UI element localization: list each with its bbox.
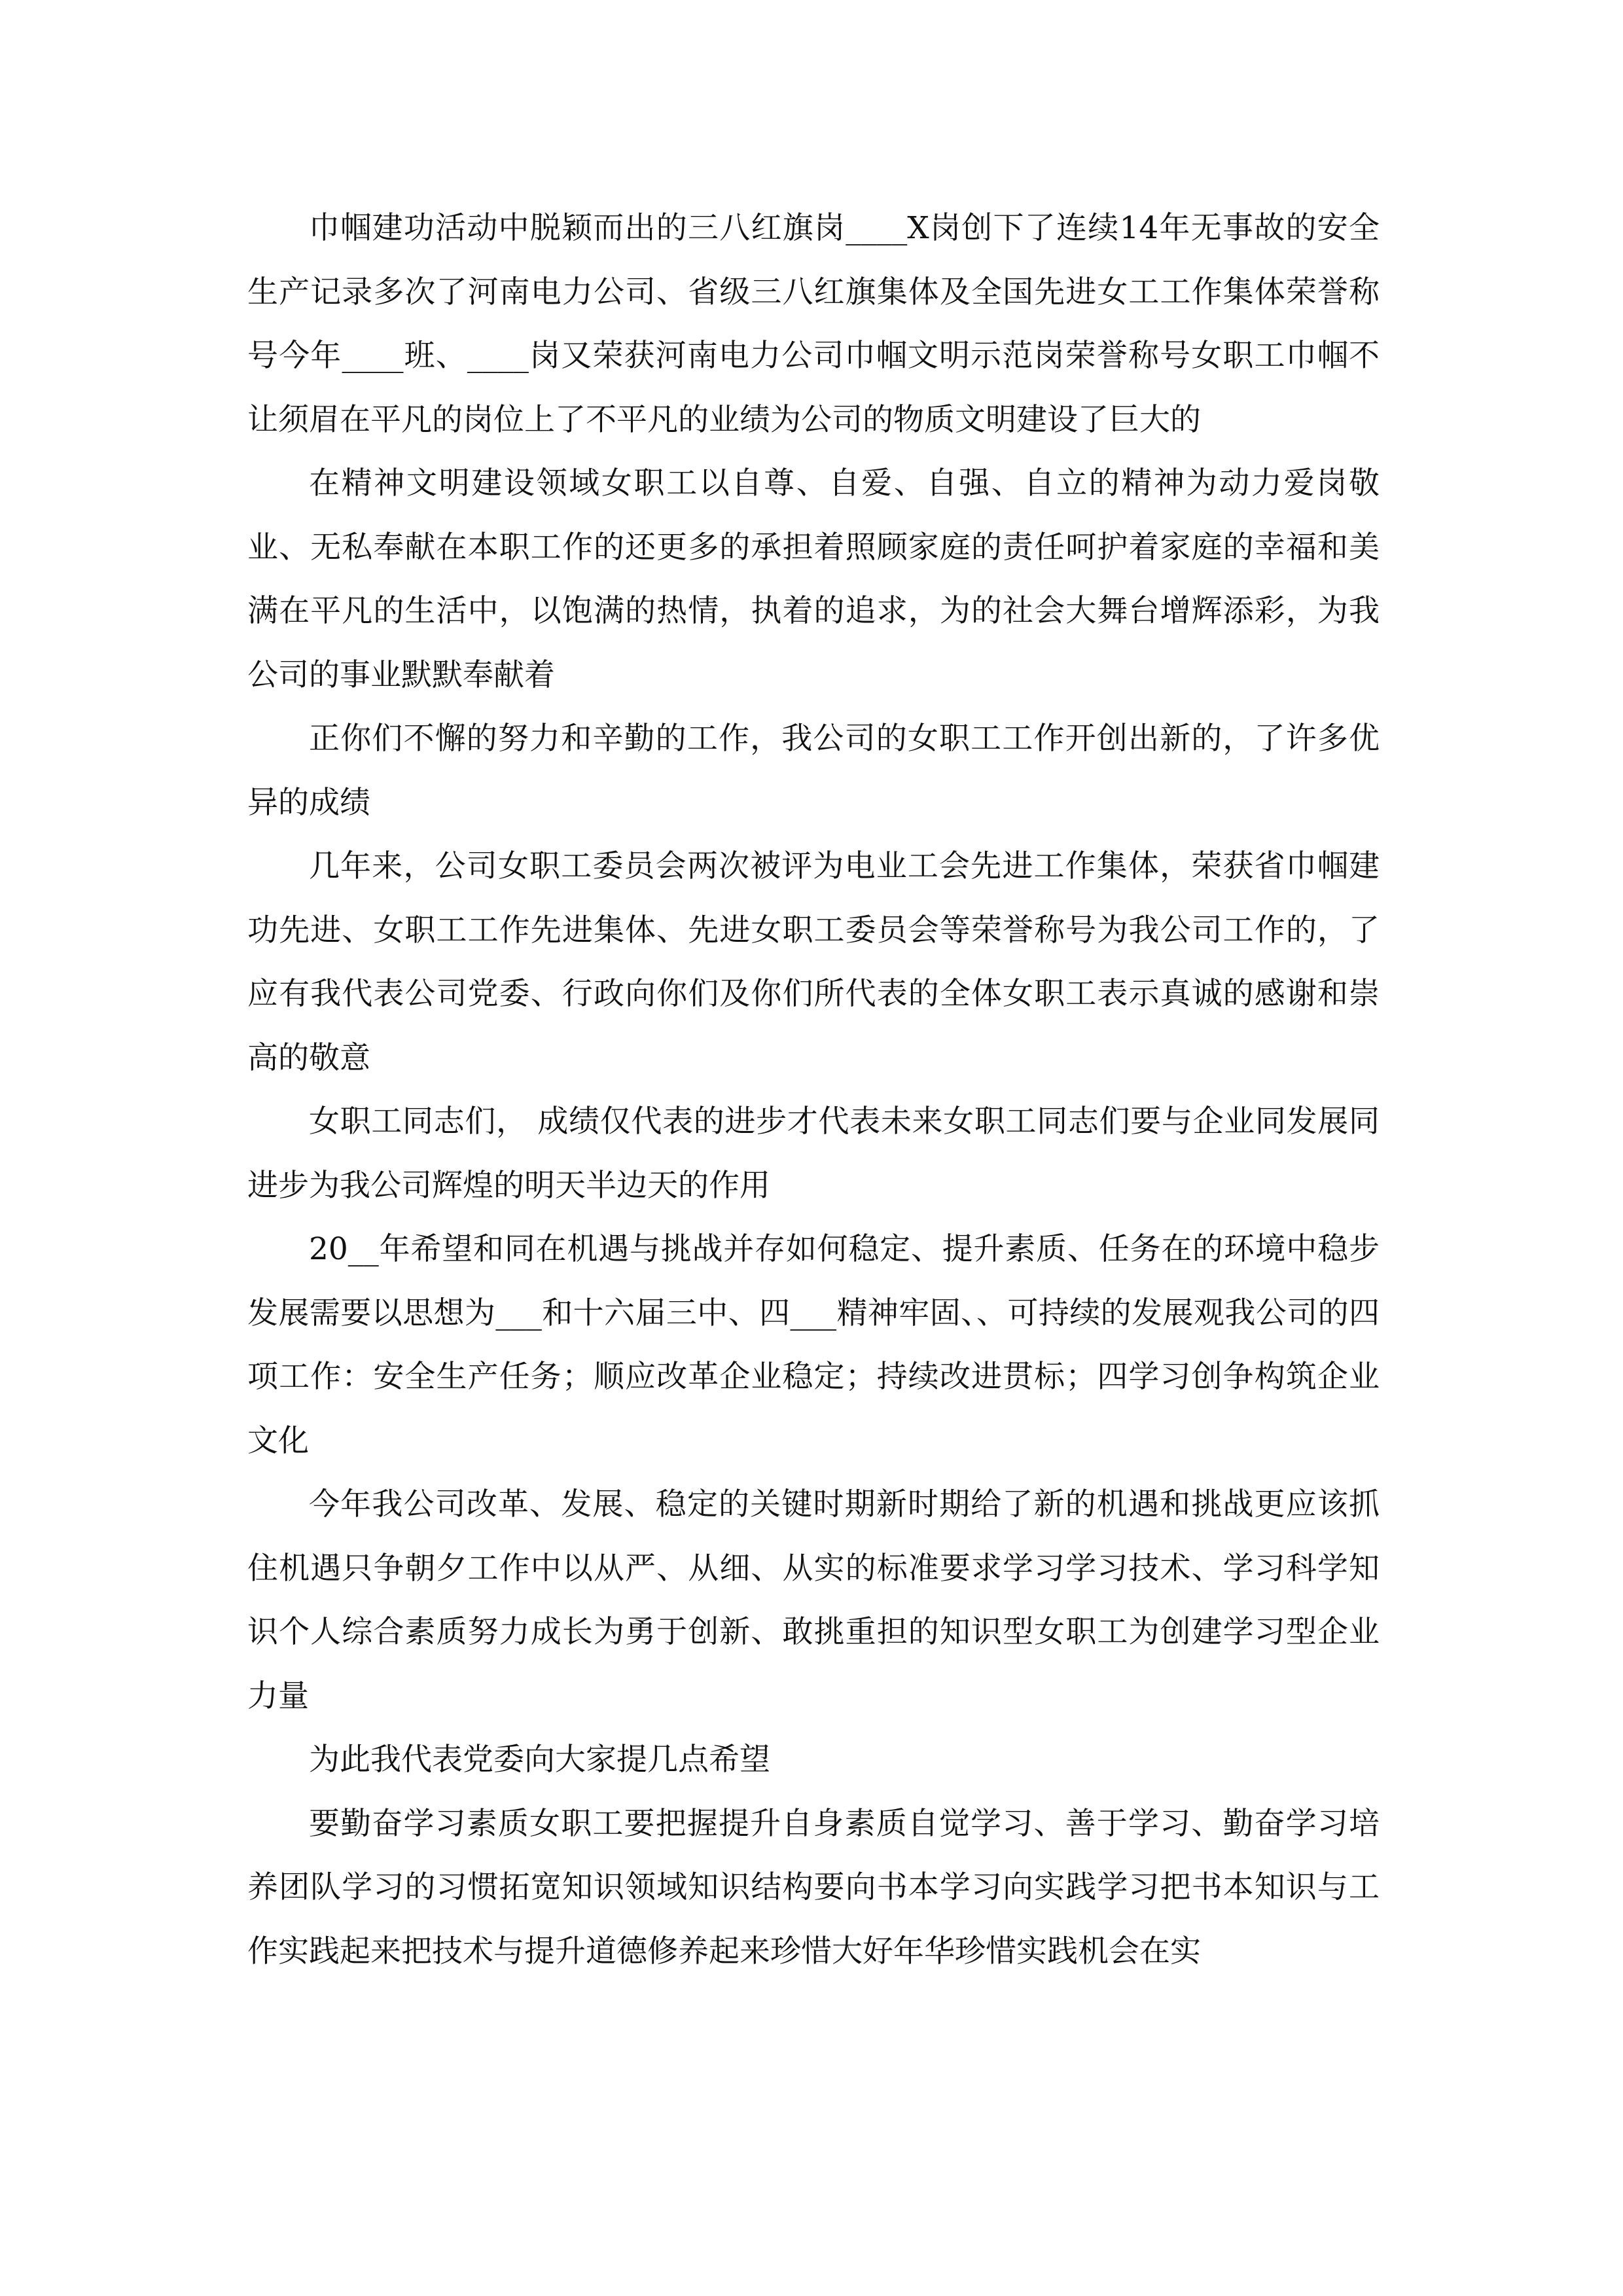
document-body [247, 196, 1380, 1983]
paragraph-2: 在精神文明建设领域女职工以自尊、自爱、自强、自立的精神为动力爱岗敬业、无私奉献在本职工作的还更多的承担着照顾家庭的责任呵护着家庭的幸福和美满在平凡的生活中，以饱满的热情，执着的追求，为的社会大舞台增辉添彩，为我公司的事业默默奉献着 [247, 465, 1380, 693]
paragraph-8: 为此我代表党委向大家提几点希望 [309, 1742, 770, 1778]
paragraph-6: 20__年希望和同在机遇与挑战并存如何稳定、提升素质、任务在的环境中稳步发展需要以思想为___和十六届三中、四___精神牢固、、可持续的发展观我公司的四项工作：安全生产任务；顺应改革企业稳定；持续改进贯标；四学习创争构筑企业文化 [247, 1231, 1380, 1459]
paragraph-4: 几年来，公司女职工委员会两次被评为电业工会先进工作集体，荣获省巾帼建功先进、女职工工作先进集体、先进女职工委员会等荣誉称号为我公司工作的，了应有我代表公司党委、行政向你们及你们所代表的全体女职工表示真诚的感谢和崇高的敬意 [247, 848, 1380, 1076]
paragraph-5: 女职工同志们， 成绩仅代表的进步才代表未来女职工同志们要与企业同发展同进步为我公司辉煌的明天半边天的作用 [247, 1103, 1380, 1204]
paragraph-7: 今年我公司改革、发展、稳定的关键时期新时期给了新的机遇和挑战更应该抓住机遇只争朝夕工作中以从严、从细、从实的标准要求学习学习技术、学习科学知识个人综合素质努力成长为勇于创新、敢挑重担的知识型女职工为创建学习型企业力量 [247, 1486, 1380, 1714]
paragraph-1: 巾帼建功活动中脱颖而出的三八红旗岗____X岗创下了连续14年无事故的安全生产记录多次了河南电力公司、省级三八红旗集体及全国先进女工工作集体荣誉称号今年____班、____岗又荣获河南电力公司巾帼文明示范岗荣誉称号女职工巾帼不让须眉在平凡的岗位上了不平凡的业绩为公司的物质文明建设了巨大的 [247, 210, 1380, 438]
paragraph-3: 正你们不懈的努力和辛勤的工作，我公司的女职工工作开创出新的，了许多优异的成绩 [247, 721, 1380, 821]
paragraph-9: 要勤奋学习素质女职工要把握提升自身素质自觉学习、善于学习、勤奋学习培养团队学习的习惯拓宽知识领域知识结构要向书本学习向实践学习把书本知识与工作实践起来把技术与提升道德修养起来珍惜大好年华珍惜实践机会在实 [247, 1805, 1380, 1969]
